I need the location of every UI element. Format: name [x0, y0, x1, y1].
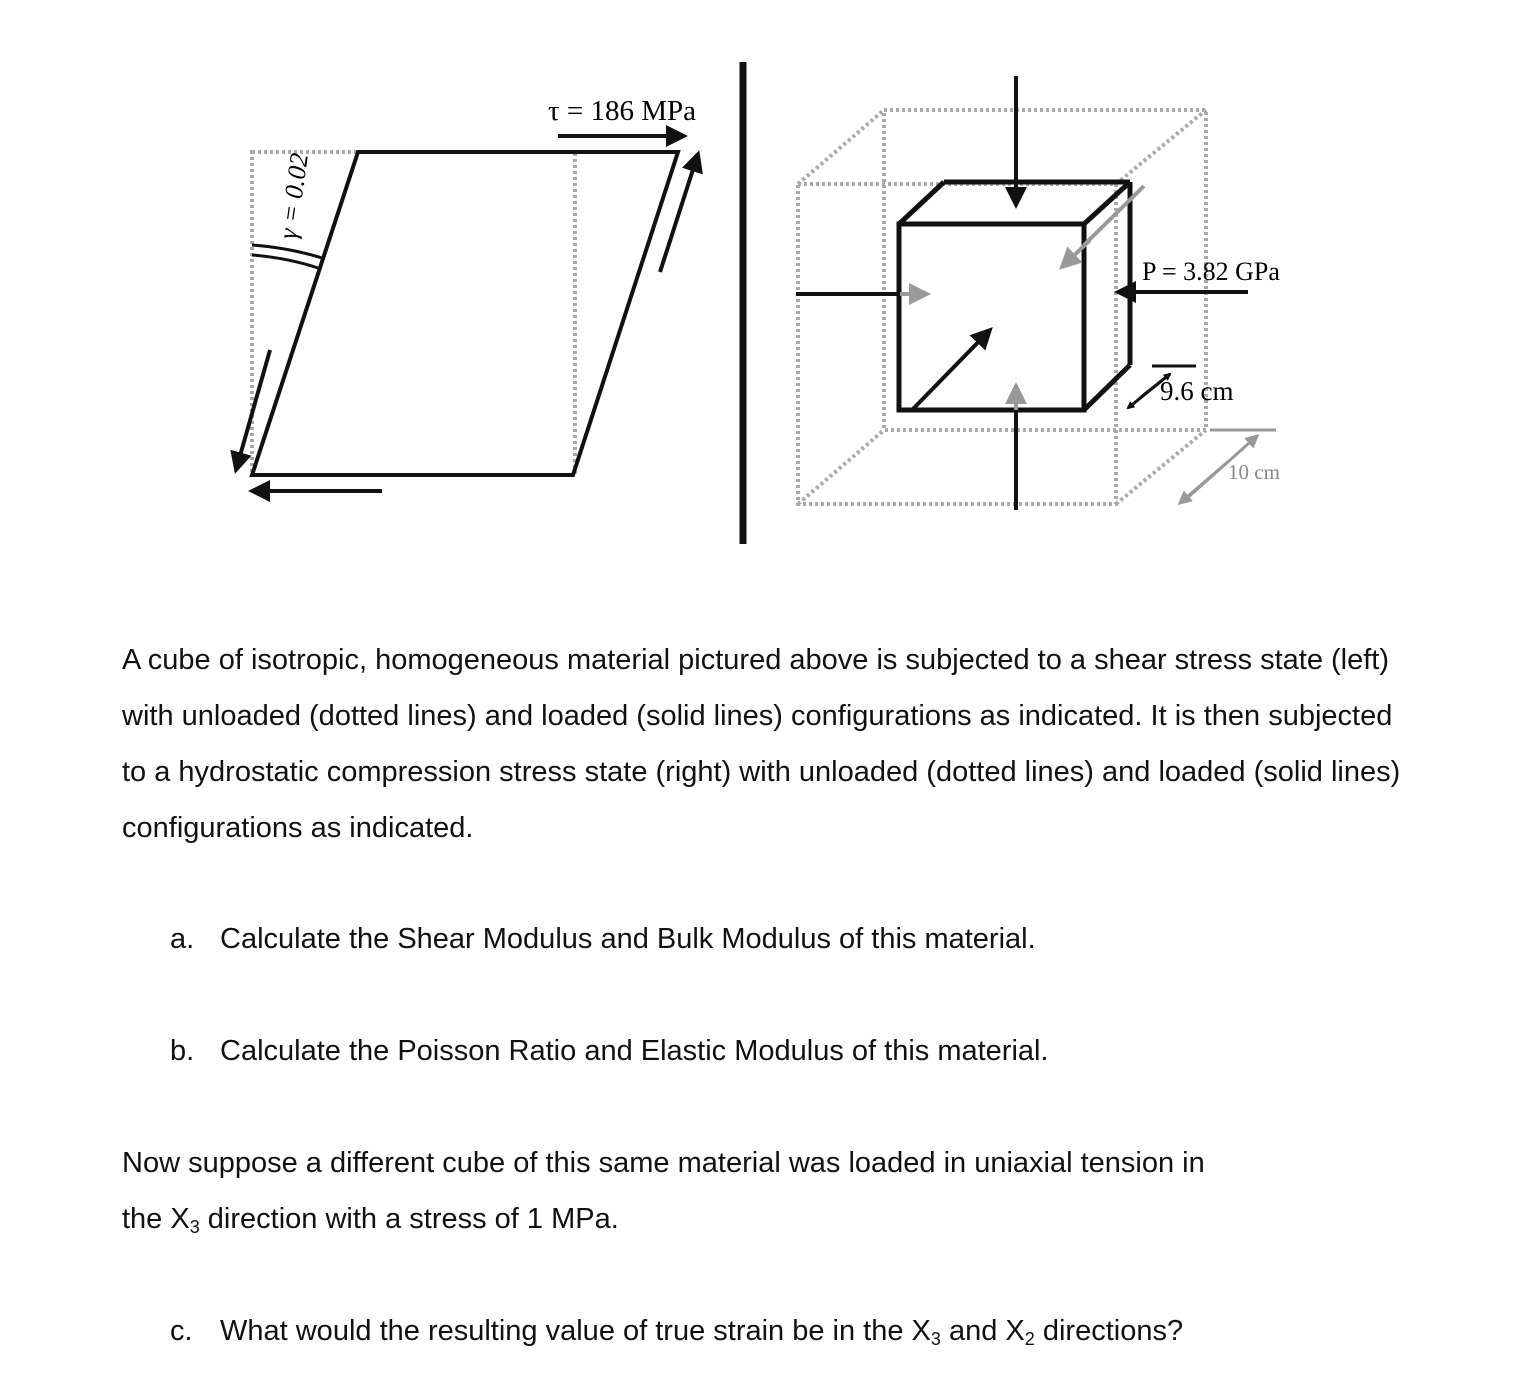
loaded-side-label: 9.6 cm	[1160, 376, 1234, 406]
tau-label: τ = 186 MPa	[548, 95, 697, 127]
part-c-post: directions?	[1034, 1315, 1184, 1347]
part-c-sub-1: 3	[930, 1329, 941, 1349]
unloaded-side-label: 10 cm	[1228, 460, 1280, 484]
part-a-label: a.	[170, 923, 195, 955]
part-b-label: b.	[170, 1035, 195, 1067]
followup-subscript: 3	[189, 1217, 200, 1237]
pressure-label: P = 3.82 GPa	[1142, 257, 1280, 286]
cube-loaded-outline	[899, 182, 1130, 410]
part-b	[170, 1031, 1049, 1071]
tau-arrow-right	[660, 154, 698, 272]
part-b-text: Calculate the Poisson Ratio and Elastic Modulus of this material.	[220, 1035, 1049, 1067]
pressure-arrow-front	[912, 330, 990, 410]
intro-paragraph: A cube of isotropic, homogeneous material pictured above is subjected to a shear stress state (left) with unloaded (dotted lines) and loaded (solid lines) configurations as indicated. It is then subjected to a hydrostatic compression stress state (right) with unloaded (dotted lines) and loaded (solid lines) configurations as indicated.	[122, 644, 1401, 844]
part-c-mid: and X	[940, 1315, 1025, 1347]
cube-unloaded-outline	[798, 110, 1206, 504]
gamma-label: γ = 0.02	[273, 151, 314, 241]
followup-line-1: Now suppose a different cube of this same material was loaded in uniaxial tension in	[122, 1147, 1205, 1179]
shear-diagram	[236, 95, 698, 491]
problem-figure	[0, 0, 1534, 580]
followup-line-2-pre: the X	[122, 1203, 190, 1235]
followup-line-2-post: direction with a stress of 1 MPa.	[199, 1203, 619, 1235]
part-c-label: c.	[170, 1315, 193, 1347]
part-a-text: Calculate the Shear Modulus and Bulk Modulus of this material.	[220, 923, 1036, 955]
part-c	[170, 1311, 1183, 1351]
gamma-angle-arc-2	[252, 255, 318, 268]
hydrostatic-diagram	[796, 76, 1280, 510]
part-c-sub-2: 2	[1024, 1329, 1035, 1349]
part-c-pre: What would the resulting value of true strain be in the X	[220, 1315, 931, 1347]
part-a	[170, 919, 1036, 959]
shear-loaded-outline	[252, 152, 678, 475]
followup-paragraph	[122, 1135, 1412, 1247]
